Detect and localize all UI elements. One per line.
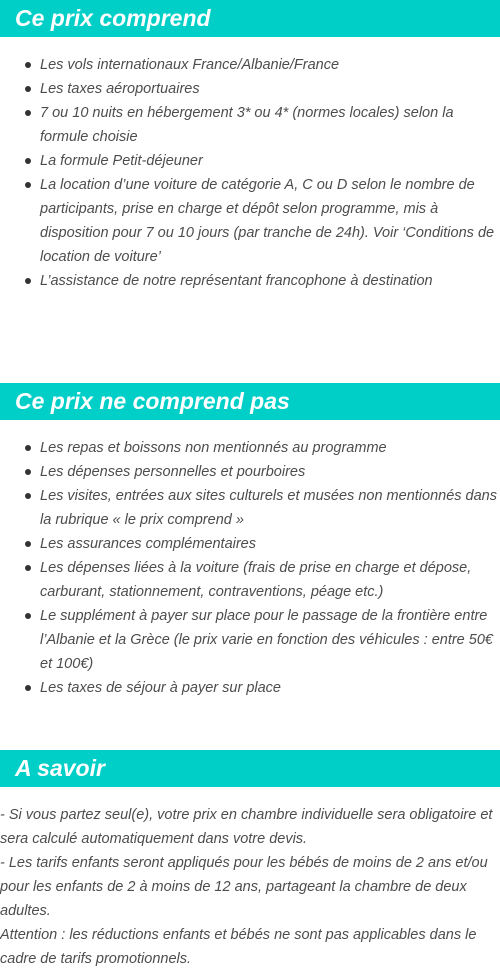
bullet-icon <box>25 182 31 188</box>
not-included-list <box>0 436 500 700</box>
section-good-to-know <box>0 750 500 971</box>
paragraph: - Si vous partez seul(e), votre prix en chambre individuelle sera obligatoire et sera calculé automatiquement dans votre devis. <box>0 807 493 847</box>
list-item: Le supplément à payer sur place pour le passage de la frontière entre l’Albanie et la Grèce (le prix varie en fonction des véhicules : entre 50€ et 100€) <box>0 604 500 676</box>
list-item: Les assurances complémentaires <box>0 532 500 556</box>
bullet-icon <box>25 565 31 571</box>
list-item: Les dépenses liées à la voiture (frais de prise en charge et dépose, carburant, stationnement, contraventions, péage etc.) <box>0 556 500 604</box>
bullet-icon <box>25 158 31 164</box>
section-not-included <box>0 383 500 700</box>
bullet-icon <box>25 685 31 691</box>
bullet-icon <box>25 493 31 499</box>
paragraph: - Les tarifs enfants seront appliqués pour les bébés de moins de 2 ans et/ou pour les enfants de 2 à moins de 12 ans, partageant la chambre de deux adultes. <box>0 855 488 919</box>
bullet-icon <box>25 62 31 68</box>
list-item: L’assistance de notre représentant francophone à destination <box>0 269 500 293</box>
bullet-icon <box>25 110 31 116</box>
list-item: Les repas et boissons non mentionnés au programme <box>0 436 500 460</box>
section-title-not-included: Ce prix ne comprend pas <box>0 383 500 420</box>
list-item: La formule Petit-déjeuner <box>0 149 500 173</box>
bullet-icon <box>25 613 31 619</box>
bullet-icon <box>25 445 31 451</box>
bullet-icon <box>25 469 31 475</box>
good-to-know-text <box>0 803 500 971</box>
included-list <box>0 53 500 293</box>
bullet-icon <box>25 86 31 92</box>
bullet-icon <box>25 541 31 547</box>
bullet-icon <box>25 278 31 284</box>
list-item: Les taxes aéroportuaires <box>0 77 500 101</box>
list-item: La location d’une voiture de catégorie A, C ou D selon le nombre de participants, prise en charge et dépôt selon programme, mis à disposition pour 7 ou 10 jours (par tranche de 24h). Voir ‘Conditions de location de voiture’ <box>0 173 500 269</box>
list-item: 7 ou 10 nuits en hébergement 3* ou 4* (normes locales) selon la formule choisie <box>0 101 500 149</box>
section-title-included: Ce prix comprend <box>0 0 500 37</box>
section-title-good-to-know: A savoir <box>0 750 500 787</box>
list-item: Les dépenses personnelles et pourboires <box>0 460 500 484</box>
list-item: Les taxes de séjour à payer sur place <box>0 676 500 700</box>
list-item: Les vols internationaux France/Albanie/France <box>0 53 500 77</box>
section-included <box>0 0 500 293</box>
list-item: Les visites, entrées aux sites culturels et musées non mentionnés dans la rubrique « le prix comprend » <box>0 484 500 532</box>
paragraph: Attention : les réductions enfants et bébés ne sont pas applicables dans le cadre de tarifs promotionnels. <box>0 927 477 967</box>
